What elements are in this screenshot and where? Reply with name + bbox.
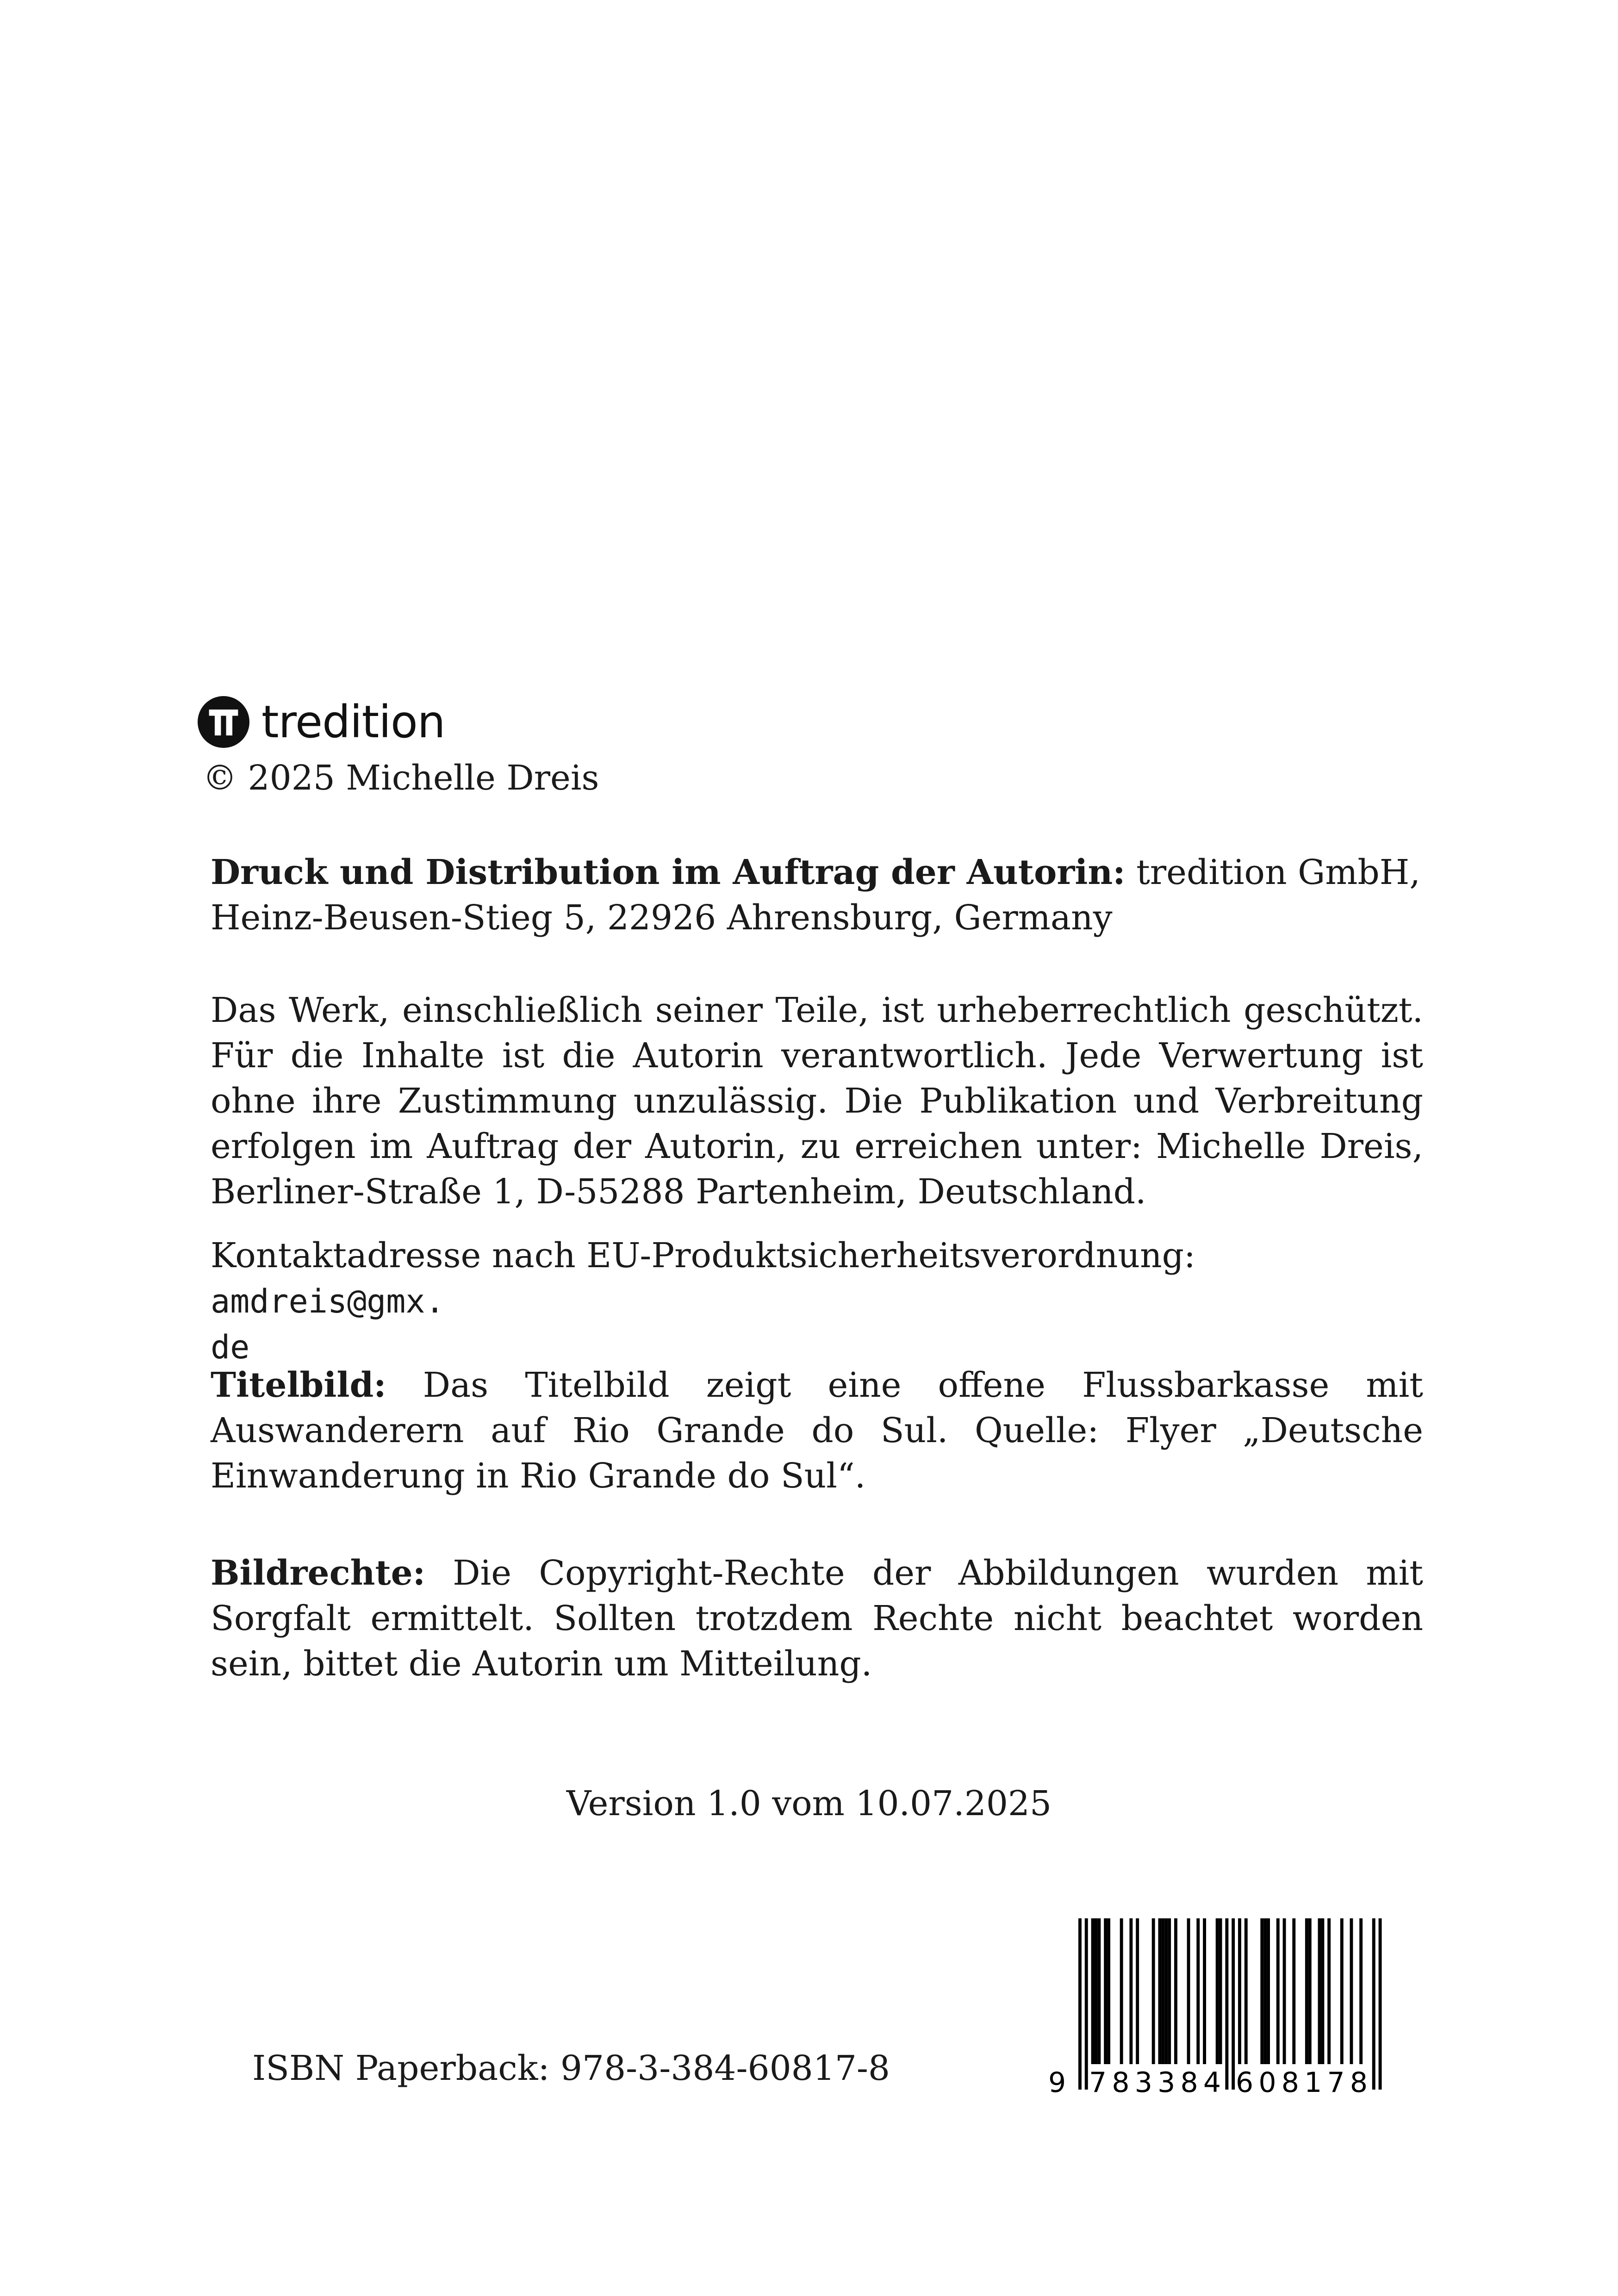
barcode-bar [1107,1918,1110,2064]
barcode-bar [1174,1918,1177,2064]
barcode-bar [1219,1918,1222,2064]
barcode-bar [1308,1918,1312,2064]
cover-image-paragraph [211,1363,1423,1499]
image-rights-paragraph [211,1550,1423,1686]
barcode-bar [1245,1918,1248,2064]
barcode-bar [1292,1918,1295,2064]
barcode-bar [1359,1918,1363,2064]
barcode-bar [1168,1918,1171,2064]
barcode-bar [1152,1918,1155,2064]
image-rights-label: Bildrechte: [211,1553,426,1593]
isbn-line: ISBN Paperback: 978-3-384-60817-8 [252,2048,890,2088]
barcode-bar [1104,1918,1107,2064]
image-rights-text: Die Copyright-Rechte der Abbildungen wurden mit Sorgfalt ermittelt. Sollten trotzdem Rechte nicht beachtet worden sein, bittet die Autorin um Mitteilung. [211,1553,1423,1684]
barcode-bar [1372,1918,1375,2090]
contact-text: Kontaktadresse nach EU-Produktsicherheitsverordnung: [211,1236,1195,1276]
barcode-digit-first: 9 [1048,2066,1066,2097]
barcode-bar [1267,1918,1270,2064]
imprint-label: Druck und Distribution im Auftrag der Autorin: [211,852,1126,892]
barcode-bar [1232,1918,1235,2090]
barcode-bar [1238,1918,1241,2064]
imprint-text: tredition GmbH, Heinz-Beusen-Stieg 5, 22926 Ahrensburg, Germany [211,852,1420,938]
publisher-logo-text: tredition [261,696,445,748]
copyright-line: © 2025 Michelle Dreis [203,758,599,798]
barcode-digits-left: 783384 [1089,2066,1221,2097]
barcode-bar [1091,1918,1095,2064]
barcode-bar [1305,1918,1308,2064]
barcode-bar [1136,1918,1139,2064]
publisher-logo [198,694,445,750]
barcode-bar [1161,1918,1164,2064]
barcode-bar [1164,1918,1168,2064]
contact-email-part1: amdreis@gmx. [211,1282,445,1320]
barcode-bar [1263,1918,1267,2064]
cover-image-label: Titelbild: [211,1365,386,1405]
barcode-bar [1318,1918,1321,2064]
barcode-bar [1097,1918,1101,2064]
barcode-bar [1085,1918,1088,2090]
isbn-barcode [1039,1918,1400,2097]
barcode-bar [1350,1918,1353,2064]
barcode-bar [1327,1918,1331,2064]
barcode-bar [1120,1918,1123,2064]
contact-paragraph [211,1233,1423,1370]
barcode-bar [1276,1918,1280,2064]
rights-paragraph: Das Werk, einschließlich seiner Teile, ist urheberrechtlich geschützt. Für die Inhalte ist die Autorin verantwortlich. Jede Verwertung ist ohne ihre Zustimmung unzulässig. Die Publikation und Verbreitung erfolgen im Auftrag der Autorin, zu erreichen unter: Michelle Dreis, Berliner-Straße 1, D-55288 Partenheim, Deutschland. [211,990,1423,1212]
contact-email-part2: de [211,1328,250,1366]
imprint-paragraph [211,850,1423,940]
barcode-bar [1216,1918,1219,2064]
barcode-bar [1196,1918,1200,2064]
barcode-bar [1203,1918,1206,2064]
barcode-bar [1129,1918,1133,2064]
barcode-bar [1283,1918,1286,2064]
barcode-bar [1321,1918,1324,2064]
barcode-bar [1095,1918,1098,2064]
barcode-bar [1187,1918,1190,2064]
barcode-digits-right: 608178 [1236,2066,1368,2097]
cover-image-text: Das Titelbild zeigt eine offene Flussbarkasse mit Auswanderern auf Rio Grande do Sul. Quelle: Flyer „Deutsche Einwanderung in Rio Grande do Sul“. [211,1365,1423,1496]
barcode-bar [1340,1918,1344,2064]
barcode-bar [1379,1918,1382,2090]
tredition-t-icon [198,696,249,748]
barcode-bar [1225,1918,1228,2090]
barcode-bar [1158,1918,1162,2064]
barcode-bar [1078,1918,1082,2090]
version-line: Version 1.0 vom 10.07.2025 [566,1784,1052,1823]
barcode-bars [1078,1918,1382,2090]
barcode-bar [1260,1918,1263,2064]
